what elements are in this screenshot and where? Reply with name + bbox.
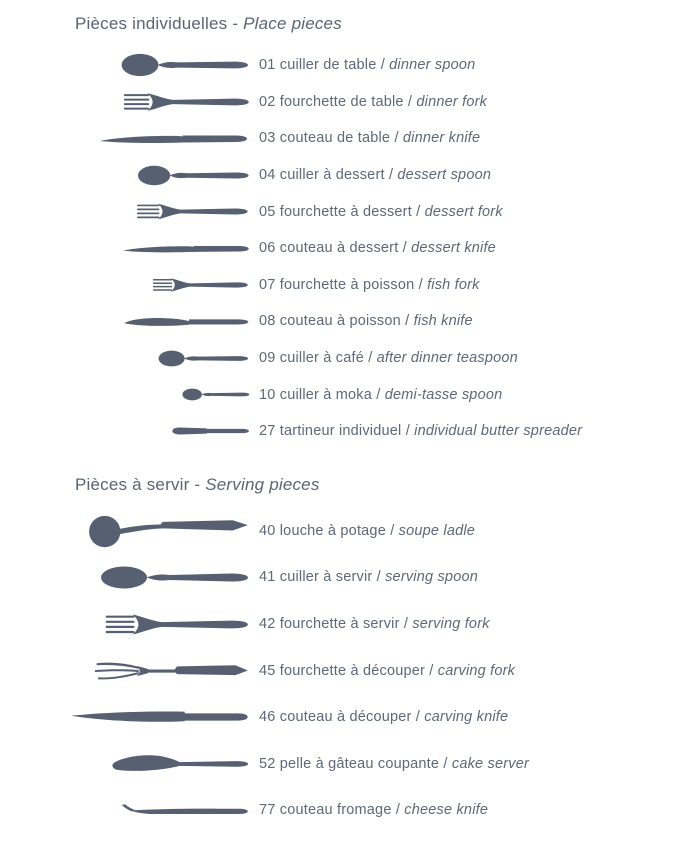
item-row-04 (0, 157, 674, 194)
item-label (259, 756, 529, 772)
item-name-fr: louche à potage (279, 522, 386, 539)
section-title-serving-pieces (0, 450, 674, 508)
item-row-09 (0, 340, 674, 377)
item-code: 41 (259, 569, 276, 586)
separator: / (403, 616, 409, 633)
item-name-en: carving knife (424, 709, 509, 726)
item-name-fr: fourchette de table (279, 93, 404, 110)
item-code: 05 (259, 203, 276, 220)
item-code: 10 (259, 386, 276, 403)
item-name-fr: cuiller à servir (279, 569, 373, 586)
item-label (259, 569, 478, 585)
item-label (259, 523, 475, 539)
item-row-10 (0, 376, 674, 413)
item-name-fr: couteau à dessert (279, 240, 399, 257)
dessert-fork-icon (0, 201, 250, 222)
item-label (259, 387, 502, 403)
separator: / (402, 240, 407, 257)
serving-fork-icon (0, 611, 250, 638)
cheese-knife-icon (0, 804, 250, 817)
demi-tasse-spoon-icon (0, 388, 250, 401)
item-code: 06 (259, 240, 276, 257)
separator: / (394, 130, 399, 147)
separator: / (405, 423, 410, 440)
item-code: 03 (259, 130, 276, 147)
item-row-07 (0, 267, 674, 304)
item-code: 40 (259, 522, 276, 539)
item-name-en: fish fork (427, 276, 480, 293)
separator: / (395, 802, 401, 819)
item-row-03 (0, 120, 674, 157)
item-name-en: dinner spoon (389, 57, 476, 74)
item-label (259, 57, 475, 73)
carving-fork-icon (0, 659, 250, 682)
item-name-fr: tartineur individuel (279, 423, 402, 440)
item-code: 77 (259, 802, 276, 819)
item-label (259, 94, 487, 110)
item-label (259, 204, 503, 220)
separator: / (418, 276, 423, 293)
item-name-en: dessert spoon (397, 167, 492, 184)
item-code: 09 (259, 350, 276, 367)
item-row-45 (0, 647, 674, 694)
item-name-en: carving fork (437, 662, 516, 679)
item-code: 45 (259, 662, 276, 679)
item-row-02 (0, 84, 674, 121)
item-label (259, 167, 491, 183)
dinner-fork-icon (0, 90, 250, 114)
item-row-46 (0, 694, 674, 741)
item-row-08 (0, 303, 674, 340)
item-name-en: cheese knife (404, 802, 489, 819)
item-name-fr: couteau fromage (279, 802, 392, 819)
item-label (259, 616, 490, 632)
item-code: 04 (259, 167, 276, 184)
separator: / (388, 167, 394, 184)
item-name-fr: cuiller à café (279, 350, 364, 367)
item-name-fr: fourchette à découper (279, 662, 426, 679)
item-name-fr: couteau à découper (279, 709, 412, 726)
item-name-en: individual butter spreader (414, 423, 583, 440)
item-name-en: after dinner teaspoon (376, 350, 518, 367)
item-row-52 (0, 741, 674, 788)
item-name-fr: couteau de table (279, 130, 391, 147)
section-serving-pieces (0, 450, 674, 834)
item-name-en: dessert knife (411, 240, 496, 257)
item-name-en: serving fork (412, 616, 490, 633)
separator: / (368, 350, 373, 367)
item-label (259, 709, 508, 725)
butter-spreader-icon (0, 426, 250, 436)
item-code: 42 (259, 616, 276, 633)
item-code: 07 (259, 276, 276, 293)
item-row-41 (0, 554, 674, 601)
section-title-separator: - (232, 14, 239, 33)
item-row-42 (0, 601, 674, 648)
section-title-fr: Pièces à servir (75, 474, 190, 494)
item-name-en: cake server (451, 755, 530, 772)
after-dinner-teaspoon-icon (0, 350, 250, 367)
separator: / (376, 569, 381, 586)
separator: / (390, 522, 395, 539)
item-name-fr: pelle à gâteau coupante (279, 755, 440, 772)
item-label (259, 313, 473, 329)
item-row-77 (0, 787, 674, 834)
item-code: 01 (259, 57, 276, 74)
fish-knife-icon (0, 315, 250, 328)
item-label (259, 277, 480, 293)
item-name-en: soupe ladle (398, 522, 476, 539)
item-name-en: demi-tasse spoon (384, 386, 503, 403)
item-label (259, 350, 518, 366)
item-code: 46 (259, 709, 276, 726)
dinner-spoon-icon (0, 53, 250, 77)
item-code: 02 (259, 93, 276, 110)
item-label (259, 240, 496, 256)
section-title-fr: Pièces individuelles (75, 14, 228, 33)
item-name-en: dessert fork (424, 203, 503, 220)
item-label (259, 663, 515, 679)
separator: / (416, 203, 421, 220)
fish-fork-icon (0, 276, 250, 294)
item-name-en: dinner fork (416, 93, 488, 110)
separator: / (415, 709, 421, 726)
item-label (259, 802, 488, 818)
item-code: 52 (259, 755, 276, 772)
section-title-separator: - (194, 474, 201, 494)
separator: / (407, 93, 413, 110)
item-row-05 (0, 193, 674, 230)
item-row-27 (0, 413, 674, 450)
separator: / (443, 755, 448, 772)
section-title-en: Serving pieces (205, 474, 320, 494)
item-name-fr: fourchette à poisson (279, 276, 415, 293)
separator: / (380, 57, 385, 74)
serving-spoon-icon (0, 565, 250, 590)
separator: / (405, 313, 410, 330)
item-name-fr: cuiller à dessert (279, 167, 385, 184)
item-name-en: dinner knife (402, 130, 481, 147)
item-label (259, 130, 480, 146)
item-name-en: fish knife (413, 313, 473, 330)
item-row-06 (0, 230, 674, 267)
item-code: 08 (259, 313, 276, 330)
dinner-knife-icon (0, 130, 250, 147)
item-name-fr: couteau à poisson (279, 313, 401, 330)
soup-ladle-icon (0, 513, 250, 548)
item-row-01 (0, 47, 674, 84)
item-name-en: serving spoon (385, 569, 478, 586)
item-code: 27 (259, 423, 276, 440)
dessert-spoon-icon (0, 165, 250, 186)
section-title-en: Place pieces (243, 14, 342, 33)
dessert-knife-icon (0, 241, 250, 256)
item-label (259, 423, 582, 439)
item-name-fr: cuiller à moka (279, 386, 373, 403)
section-title-place-pieces (0, 0, 674, 47)
item-row-40 (0, 508, 674, 555)
item-name-fr: fourchette à servir (279, 616, 400, 633)
carving-knife-icon (0, 708, 250, 726)
separator: / (429, 662, 434, 679)
item-name-fr: fourchette à dessert (279, 203, 412, 220)
item-name-fr: cuiller de table (279, 57, 377, 74)
separator: / (376, 386, 381, 403)
cake-server-icon (0, 753, 250, 774)
